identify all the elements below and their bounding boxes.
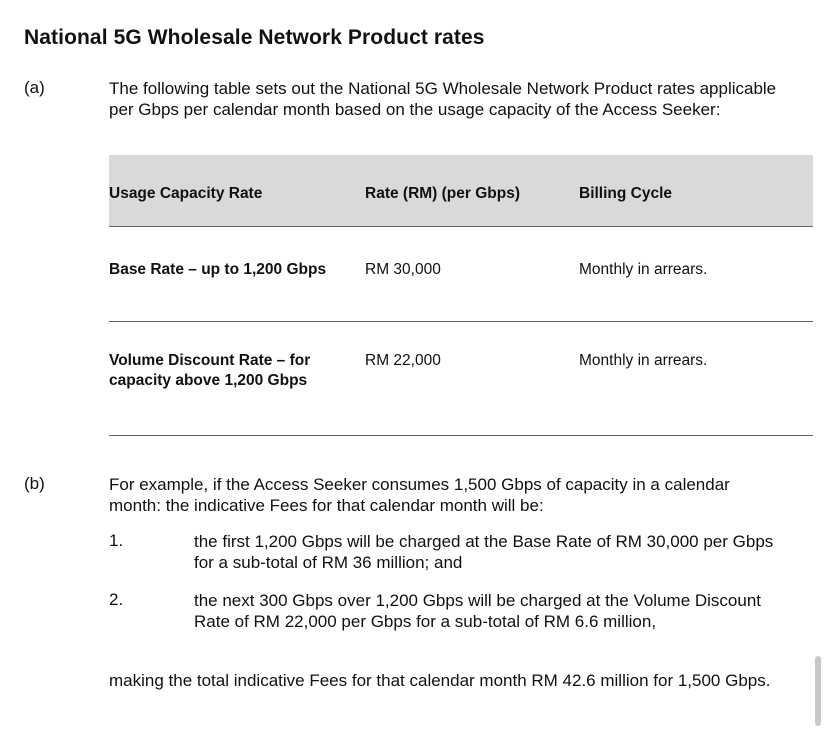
header-usage-capacity: Usage Capacity Rate [109, 185, 263, 202]
clause-b-label: (b) [24, 474, 45, 493]
cell-rate: RM 22,000 [365, 352, 441, 369]
list-item-number: 1. [109, 531, 124, 550]
table-row [109, 227, 813, 322]
list-item-text: the next 300 Gbps over 1,200 Gbps will be charged at the Volume Discount Rate of RM 22,000 per Gbps for a sub-total of RM 6.6 million, [194, 591, 762, 631]
table-row [109, 322, 813, 436]
cell-capacity: Base Rate – up to 1,200 Gbps [109, 261, 327, 278]
list-item-number: 2. [109, 590, 124, 609]
page-title: National 5G Wholesale Network Product rates [24, 26, 485, 49]
clause-b-text: For example, if the Access Seeker consumes 1,500 Gbps of capacity in a calendar month: the indicative Fees for that calendar month will be: [109, 475, 730, 515]
header-rate: Rate (RM) (per Gbps) [365, 185, 520, 202]
rates-table [109, 155, 813, 436]
cell-billing: Monthly in arrears. [579, 261, 708, 278]
cell-capacity: Volume Discount Rate – for capacity above 1,200 Gbps [109, 352, 311, 389]
table-header-row [109, 155, 813, 227]
cell-billing: Monthly in arrears. [579, 352, 708, 369]
vertical-scrollbar[interactable] [815, 656, 821, 726]
header-billing-cycle: Billing Cycle [579, 185, 673, 202]
list-item-text: the first 1,200 Gbps will be charged at the Base Rate of RM 30,000 per Gbps for a sub-total of RM 36 million; and [194, 532, 774, 572]
closing-text: making the total indicative Fees for that calendar month RM 42.6 million for 1,500 Gbps. [109, 671, 771, 690]
clause-a-text: The following table sets out the National 5G Wholesale Network Product rates applicable per Gbps per calendar month based on the usage capacity of the Access Seeker: [109, 79, 777, 119]
cell-rate: RM 30,000 [365, 261, 441, 278]
clause-a-label: (a) [24, 78, 45, 97]
